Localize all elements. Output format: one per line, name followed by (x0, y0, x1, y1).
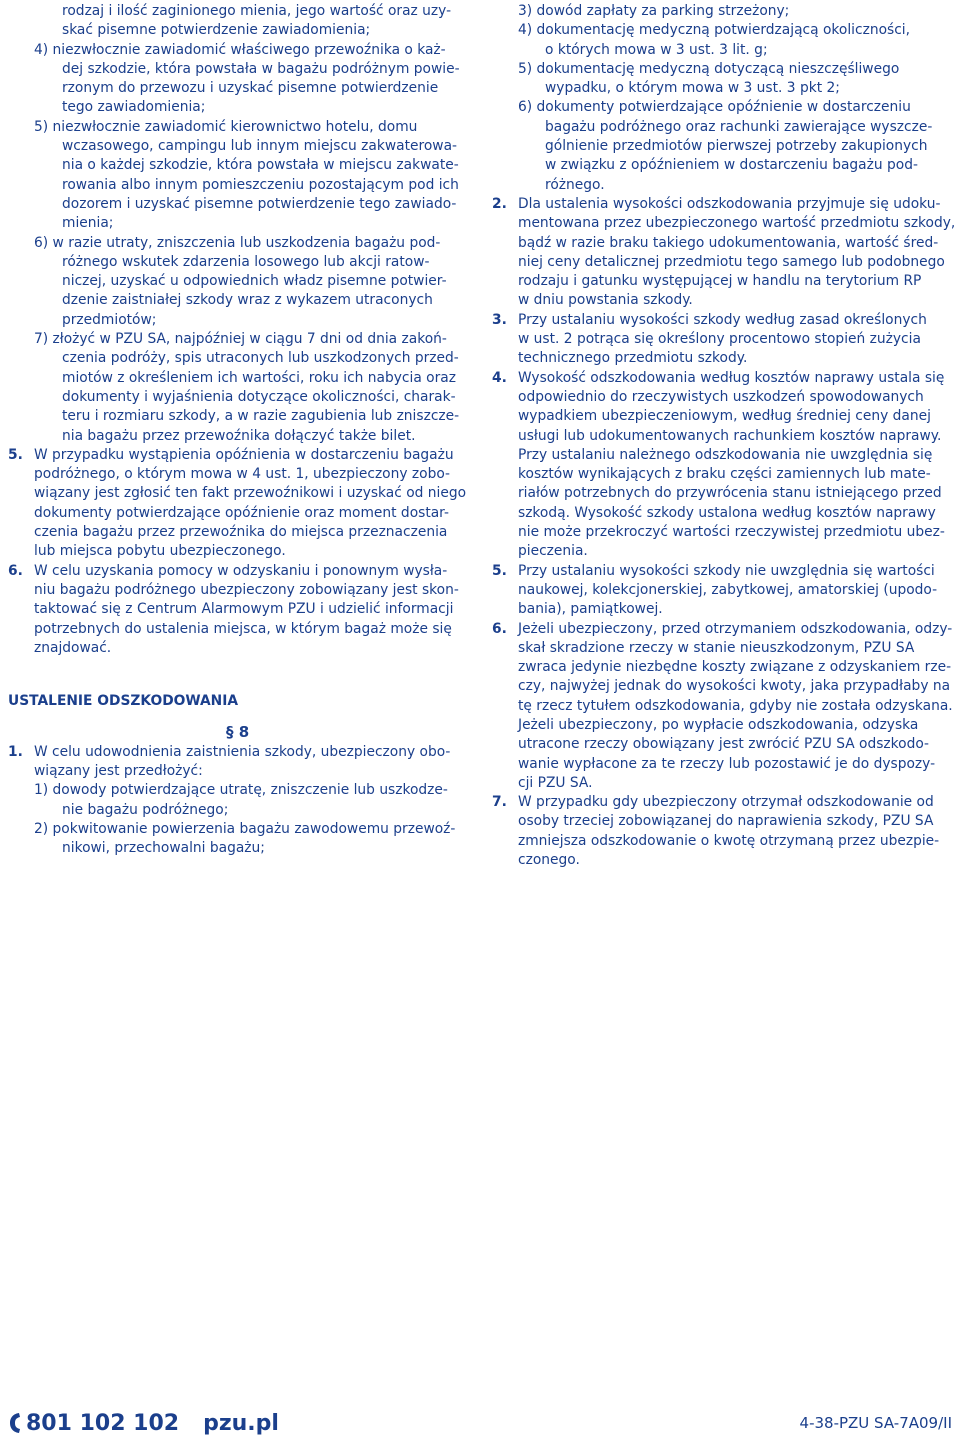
paragraph-number: 6. (492, 620, 507, 637)
text-line: niu bagażu podróżnego ubezpieczony zobowiązany jest skon- (34, 581, 459, 598)
text-line: miotów z określeniem ich wartości, roku ich nabycia oraz (62, 369, 456, 386)
text-line: Jeżeli ubezpieczony, po wypłacie odszkodowania, odzyska (518, 716, 919, 733)
page-footer (8, 1408, 952, 1438)
text-line: Dla ustalenia wysokości odszkodowania przyjmuje się udoku- (518, 195, 941, 212)
text-line: różnego wskutek zdarzenia losowego lub akcji ratow- (62, 253, 430, 270)
text-line: skał skradzione rzeczy w stanie nieuszkodzonym, PZU SA (518, 639, 915, 656)
text-line: odpowiednio do rzeczywistych uszkodzeń spowodowanych (518, 388, 924, 405)
text-line: czonego. (518, 852, 580, 869)
left-paragraph-6 (8, 562, 478, 658)
text-line: W przypadku gdy ubezpieczony otrzymał odszkodowanie od (518, 794, 934, 811)
text-line: W celu uzyskania pomocy w odzyskaniu i ponownym wysła- (34, 562, 448, 579)
left-paragraph-5 (8, 446, 478, 562)
paragraph-number: 7. (492, 794, 507, 811)
text-line: mienia; (62, 215, 114, 232)
text-line: czenia podróży, spis utraconych lub uszkodzonych przed- (62, 350, 459, 367)
text-line: podróżnego, o którym mowa w 4 ust. 1, ubezpieczony zobo- (34, 466, 451, 483)
text-line: przedmiotów; (62, 311, 157, 328)
text-line: 4) dokumentację medyczną potwierdzającą okoliczności, (518, 22, 911, 39)
text-line: nie może przekroczyć wartości rzeczywistej przedmiotu ubez- (518, 524, 945, 541)
left-column (8, 2, 478, 858)
text-line: o których mowa w 3 ust. 3 lit. g; (545, 41, 768, 58)
text-line: bądź w razie braku takiego udokumentowania, wartość śred- (518, 234, 939, 251)
text-line: rzonym do przewozu i uzyskać pisemne potwierdzenie (62, 80, 439, 97)
text-line: nikowi, przechowalni bagażu; (62, 840, 265, 857)
text-line: 6) w razie utraty, zniszczenia lub uszkodzenia bagażu pod- (34, 234, 441, 251)
text-line: rodzaj i ilość zaginionego mienia, jego wartość oraz uzy- (62, 3, 452, 19)
text-line: w związku z opóźnieniem w dostarczeniu bagażu pod- (545, 157, 918, 174)
section-number: 8 (238, 723, 250, 742)
text-line: szkodą. Wysokość szkody ustalona według kosztów naprawy (518, 504, 936, 521)
paragraph-number: 4. (492, 369, 507, 386)
paragraph-number: 5. (8, 446, 23, 463)
text-line: pieczenia. (518, 543, 588, 560)
section-heading: USTALENIE ODSZKODOWANIA (8, 693, 239, 710)
section-marker: § 8 (226, 723, 250, 742)
paragraph-number: 3. (492, 311, 507, 328)
text-line: nia bagażu przez przewoźnika dołączyć także bilet. (62, 427, 416, 444)
section-8-paragraph-1 (8, 743, 478, 859)
text-line: wypadkiem ubezpieczeniowym, według średniej ceny danej (518, 408, 931, 425)
right-top-list (492, 2, 954, 195)
right-paragraph-2 (492, 195, 954, 311)
right-paragraph-7 (492, 793, 954, 870)
phone-icon (8, 1411, 22, 1435)
phone-number[interactable]: 801 102 102 (26, 1410, 180, 1436)
text-line: 5) niezwłocznie zawiadomić kierownictwo hotelu, domu (34, 118, 418, 135)
left-lines-a (8, 2, 478, 446)
text-line: Przy ustalaniu wysokości szkody nie uwzględnia się wartości (518, 562, 935, 579)
text-line: mentowana przez ubezpieczonego wartość przedmiotu szkody, (518, 215, 956, 232)
paragraph-number: 6. (8, 562, 23, 579)
paragraph-number: 5. (492, 562, 507, 579)
text-line: Przy ustalaniu należnego odszkodowania nie uwzględnia się (518, 446, 933, 463)
text-line: wiązany jest przedłożyć: (34, 762, 203, 779)
paragraph-number: 2. (492, 195, 507, 212)
text-line: skać pisemne potwierdzenie zawiadomienia; (62, 22, 371, 39)
text-line: utracone rzeczy obowiązany jest zwrócić PZU SA odszkodo- (518, 736, 930, 753)
text-line: niczej, uzyskać u odpowiednich władz pisemne potwier- (62, 273, 447, 290)
right-paragraph-4 (492, 369, 954, 562)
text-line: tę rzecz tytułem odszkodowania, gdyby nie została odzyskana. (518, 697, 953, 714)
text-line: lub miejsca pobytu ubezpieczonego. (34, 543, 286, 560)
text-line: znajdować. (34, 639, 112, 656)
text-line: dzenie zaistniałej szkody wraz z wykazem utraconych (62, 292, 433, 309)
text-line: różnego. (545, 176, 605, 193)
text-line: w ust. 2 potrąca się określony procentowo stopień zużycia (518, 331, 921, 348)
text-line: W celu udowodnienia zaistnienia szkody, ubezpieczony obo- (34, 743, 451, 760)
text-line: dokumenty i wyjaśnienia dotyczące okoliczności, charak- (62, 388, 456, 405)
text-line: zmniejsza odszkodowanie o kwotę otrzymaną przez ubezpie- (518, 832, 940, 849)
text-line: dej szkodzie, która powstała w bagażu podróżnym powie- (62, 60, 460, 77)
text-line: 5) dokumentację medyczną dotyczącą nieszczęśliwego (518, 60, 900, 77)
text-line: technicznego przedmiotu szkody. (518, 350, 748, 367)
text-line: wanie wypłacone za te rzeczy lub pozostawić je do dyspozy- (518, 755, 936, 772)
text-line: Przy ustalaniu wysokości szkody według zasad określonych (518, 311, 927, 328)
text-line: wczasowego, campingu lub innym miejscu zakwaterowa- (62, 138, 458, 155)
text-line: Jeżeli ubezpieczony, przed otrzymaniem odszkodowania, odzy- (518, 620, 953, 637)
spacer (8, 658, 478, 688)
text-line: 2) pokwitowanie powierzenia bagażu zawodowemu przewoź- (34, 820, 456, 837)
text-line: cji PZU SA. (518, 774, 593, 791)
text-line: Wysokość odszkodowania według kosztów naprawy ustala się (518, 369, 945, 386)
text-line: dozorem i uzyskać pisemne potwierdzenie tego zawiado- (62, 195, 457, 212)
right-column (492, 2, 954, 870)
text-line: usługi lub udokumentowanych rachunkiem kosztów naprawy. (518, 427, 942, 444)
text-line: nia o każdej szkodzie, która powstała w miejscu zakwate- (62, 157, 459, 174)
paragraph-number: 1. (8, 743, 23, 760)
text-line: wypadku, o którym mowa w 3 ust. 3 pkt 2; (545, 80, 840, 97)
right-paragraph-6 (492, 620, 954, 794)
text-line: naukowej, kolekcjonerskiej, zabytkowej, amatorskiej (upodo- (518, 581, 938, 598)
text-line: rodzaju i gatunku występującej w handlu na terytorium RP (518, 273, 922, 290)
right-paragraph-5 (492, 562, 954, 620)
text-line: dokumenty potwierdzające opóźnienie oraz moment dostar- (34, 504, 449, 521)
text-line: 6) dokumenty potwierdzające opóźnienie w dostarczeniu (518, 99, 911, 116)
text-line: bagażu podróżnego oraz rachunki zawierające wyszcze- (545, 118, 933, 135)
text-line: nie bagażu podróżnego; (62, 801, 229, 818)
text-line: kosztów wynikających z braku części zamiennych lub mate- (518, 466, 931, 483)
text-line: niej ceny detalicznej przedmiotu tego samego lub podobnego (518, 253, 945, 270)
text-line: 7) złożyć w PZU SA, najpóźniej w ciągu 7 dni od dnia zakoń- (34, 331, 447, 348)
text-line: rowania albo innym pomieszczeniu pozostającym pod ich (62, 176, 459, 193)
text-line: taktować się z Centrum Alarmowym PZU i udzielić informacji (34, 601, 454, 618)
text-line: w dniu powstania szkody. (518, 292, 693, 309)
text-line: czenia bagażu przez przewoźnika do miejsca przeznaczenia (34, 524, 448, 541)
text-line: wiązany jest zgłosić ten fakt przewoźnikowi i uzyskać od niego (34, 485, 467, 502)
text-line: osoby trzeciej zobowiązanej do naprawienia szkody, PZU SA (518, 813, 934, 830)
text-line: 4) niezwłocznie zawiadomić właściwego przewoźnika o każ- (34, 41, 446, 58)
right-paragraph-3 (492, 311, 954, 369)
website-link[interactable]: pzu.pl (203, 1410, 279, 1436)
text-line: czy, najwyżej jednak do wysokości kwoty, jaka przypadłaby na (518, 678, 951, 695)
text-line: teru i rozmiaru szkody, a w razie zagubienia lub zniszcze- (62, 408, 460, 425)
text-line: tego zawiadomienia; (62, 99, 206, 116)
document-code: 4-38-PZU SA-7A09/II (799, 1414, 952, 1432)
text-line: zwraca jedynie niezbędne koszty związane z odzyskaniem rze- (518, 659, 952, 676)
text-line: W przypadku wystąpienia opóźnienia w dostarczeniu bagażu (34, 446, 454, 463)
text-line: 3) dowód zapłaty za parking strzeżony; (518, 3, 790, 19)
text-line: gólnienie przedmiotów pierwszej potrzeby zakupionych (545, 138, 928, 155)
text-line: riałów potrzebnych do przywrócenia stanu istniejącego przed (518, 485, 942, 502)
text-line: bania), pamiątkowej. (518, 601, 663, 618)
text-line: potrzebnych do ustalenia miejsca, w którym bagaż może się (34, 620, 452, 637)
text-line: 1) dowody potwierdzające utratę, zniszczenie lub uszkodze- (34, 782, 448, 799)
